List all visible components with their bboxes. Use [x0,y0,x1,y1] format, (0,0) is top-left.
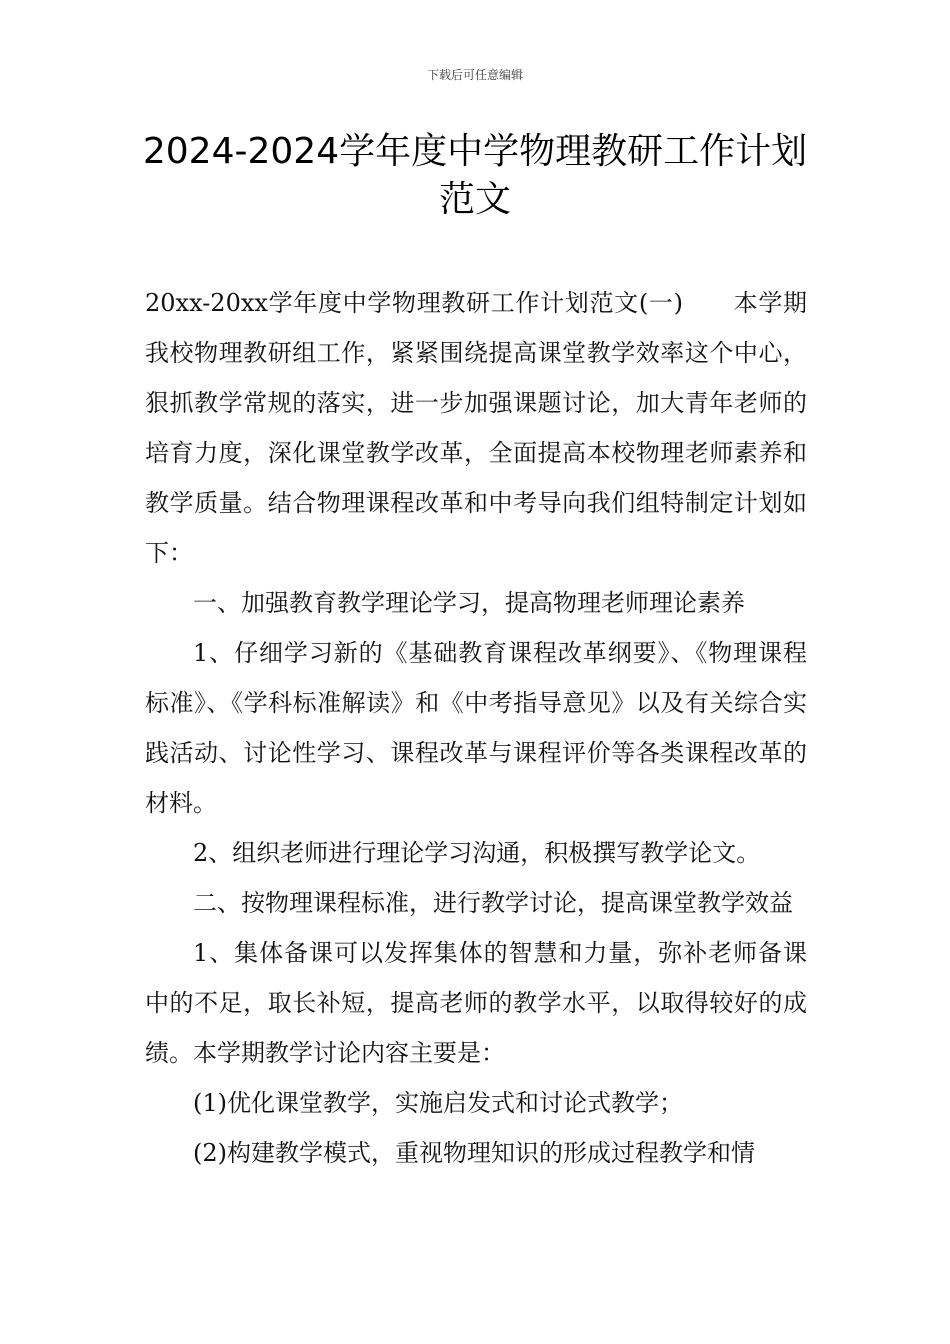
section-heading-1: 一、加强教育教学理论学习，提高物理老师理论素养 [193,589,745,617]
list-item: (2)构建教学模式，重视物理知识的形成过程教学和情 [193,1139,755,1167]
paragraph: 2、组织老师进行理论学习沟通，积极撰写教学论文。 [193,839,761,867]
paragraph: 1、集体备课可以发挥集体的智慧和力量，弥补老师备课中的不足，取长补短，提高老师的教学水平，以取得较好的成绩。本学期教学讨论内容主要是： [145,939,807,1067]
document-title: 2024-2024学年度中学物理教研工作计划范文 [142,131,808,220]
section-heading-2: 二、按物理课程标准，进行教学讨论，提高课堂教学效益 [193,889,793,917]
document-body [145,278,807,1178]
list-item: (1)优化课堂教学，实施启发式和讨论式教学； [193,1089,683,1117]
paragraph-text: 本学期我校物理教研组工作，紧紧围绕提高课堂教学效率这个中心，狠抓教学常规的落实，进一步加强课题讨论，加大青年老师的培育力度，深化课堂教学改革，全面提高本校物理老师素养和教学质量。结合物理课程改革和中考导向我们组特制定计划如下： [145,289,808,567]
intro-paragraph [145,278,807,578]
header-note: 下载后可任意编辑 [426,68,523,82]
paragraph: 1、仔细学习新的《基础教育课程改革纲要》、《物理课程标准》、《学科标准解读》和《中考指导意见》以及有关综合实践活动、讨论性学习、课程改革与课程评价等各类课程改革的材料。 [145,639,807,817]
intro-heading: 20xx-20xx学年度中学物理教研工作计划范文(一) [145,289,683,317]
